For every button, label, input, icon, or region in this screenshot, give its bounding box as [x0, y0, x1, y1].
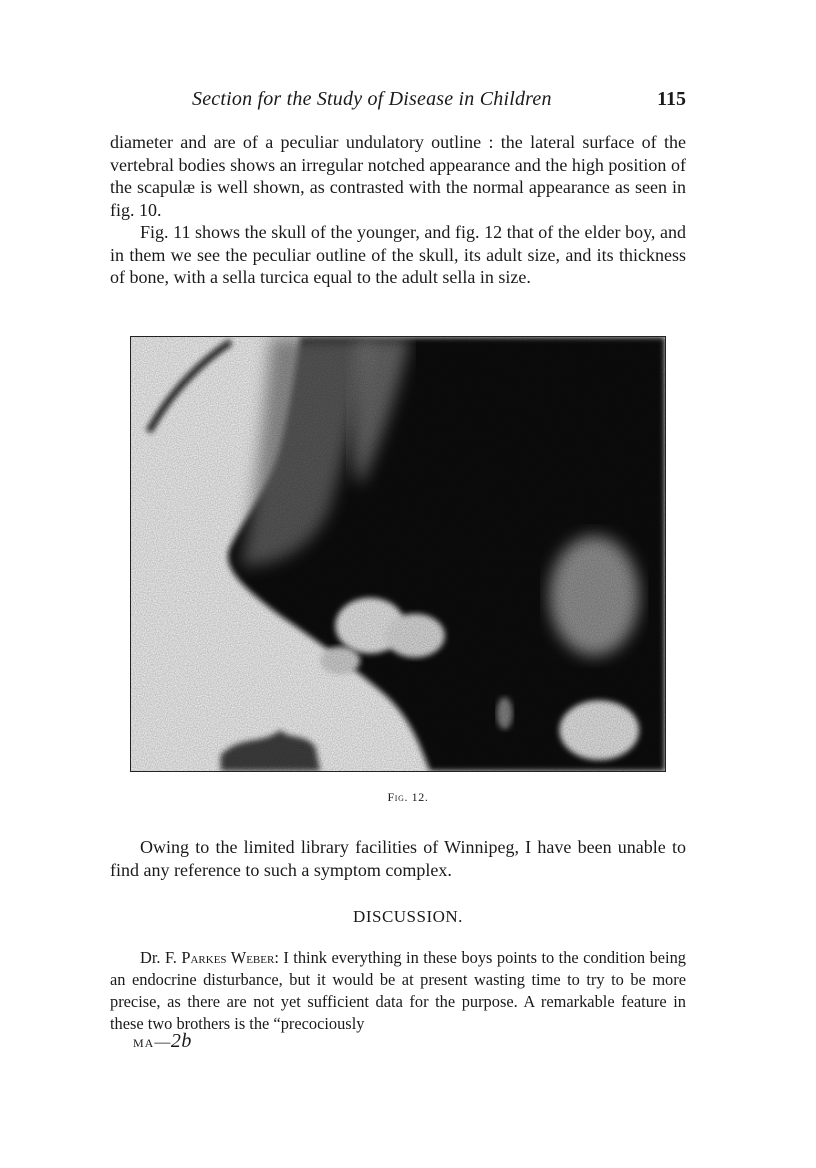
figure-radiograph — [130, 336, 666, 772]
signature-dash: — — [154, 1034, 171, 1051]
signature-number: 2b — [170, 1030, 192, 1052]
figure-caption — [0, 790, 816, 805]
paragraph-winnipeg: Owing to the limited library facilities of Winnipeg, I have been unable to find any reference to such a symptom complex. — [110, 837, 686, 880]
running-title: Section for the Study of Disease in Children — [192, 88, 552, 110]
discussion-text: : I think everything in these boys points to the condition being an endocrine disturbance, but it would be at present wasting time to try to be more precise, as there are not yet sufficient data for the purpose. A remarkable feature in these two brothers is the “precociously — [110, 948, 686, 1033]
paragraph-discussion — [110, 947, 686, 1035]
radiograph-image — [131, 337, 665, 771]
speaker-name: Parkes Weber — [181, 948, 275, 967]
figure-caption-text: Fig. 12. — [387, 790, 429, 804]
running-header — [130, 88, 686, 116]
speaker-prefix: Dr. F. — [140, 948, 182, 967]
signature-letters: MA — [133, 1036, 155, 1050]
page-number: 115 — [657, 88, 686, 110]
section-heading-discussion: DISCUSSION. — [353, 907, 463, 926]
paragraph-skull-figures: Fig. 11 shows the skull of the younger, and fig. 12 that of the elder boy, and in them we see the peculiar outline of the skull, its adult size, and its thickness of bone, with a sella turcica equal to the adult sella in size. — [110, 222, 686, 287]
paragraph-vertebrae: diameter and are of a peculiar undulatory outline : the lateral surface of the vertebral bodies shows an irregular notched appearance and the high position of the scapulæ is well shown, as contrasted with the normal appearance as seen in fig. 10. — [110, 132, 686, 220]
signature-mark — [133, 1030, 192, 1053]
